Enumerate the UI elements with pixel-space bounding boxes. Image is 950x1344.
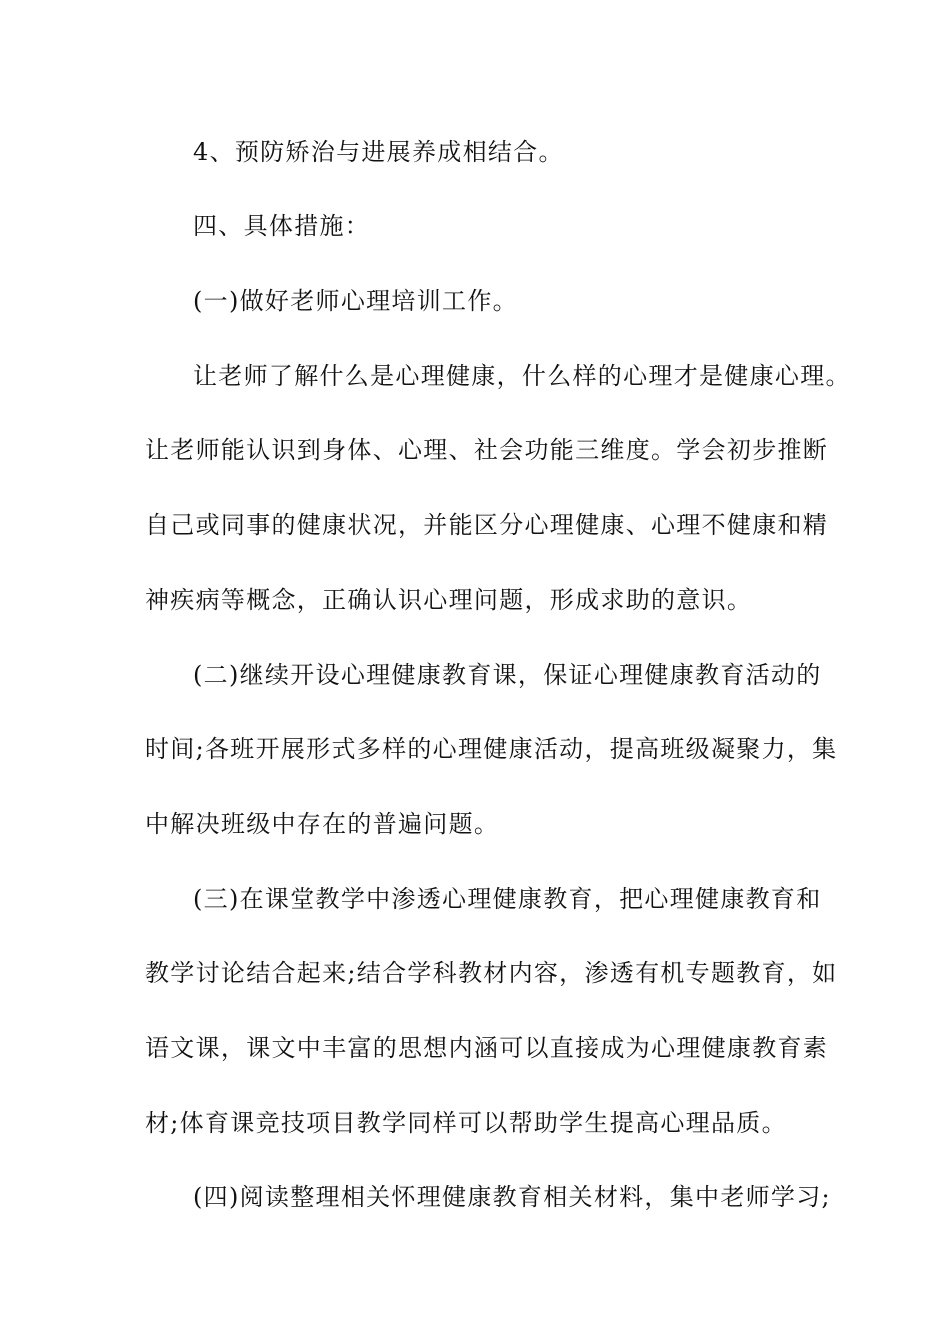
- text-line: 自己或同事的健康状况，并能区分心理健康、心理不健康和精: [145, 511, 829, 539]
- subsection-heading: (一)做好老师心理培训工作。: [193, 287, 518, 315]
- text-line: (三)在课堂教学中渗透心理健康教育，把心理健康教育和: [193, 885, 822, 913]
- text-line: 语文课，课文中丰富的思想内涵可以直接成为心理健康教育素: [145, 1034, 829, 1062]
- text-line: 中解决班级中存在的普遍问题。: [145, 810, 500, 838]
- text-line: 神疾病等概念，正确认识心理问题，形成求助的意识。: [145, 586, 753, 614]
- text-line: 让老师能认识到身体、心理、社会功能三维度。学会初步推断: [145, 436, 829, 464]
- text-line: 时间;各班开展形式多样的心理健康活动，提高班级凝聚力，集: [145, 735, 838, 763]
- text-line: 教学讨论结合起来;结合学科教材内容，渗透有机专题教育，如: [145, 959, 838, 987]
- section-heading: 四、具体措施：: [193, 212, 371, 240]
- text-line: 材;体育课竞技项目教学同样可以帮助学生提高心理品质。: [145, 1109, 787, 1137]
- text-line: (二)继续开设心理健康教育课，保证心理健康教育活动的: [193, 661, 822, 689]
- text-line: 4、预防矫治与进展养成相结合。: [193, 138, 564, 166]
- text-line: (四)阅读整理相关怀理健康教育相关材料，集中老师学习;: [193, 1183, 831, 1211]
- text-line: 让老师了解什么是心理健康，什么样的心理才是健康心理。: [193, 362, 851, 390]
